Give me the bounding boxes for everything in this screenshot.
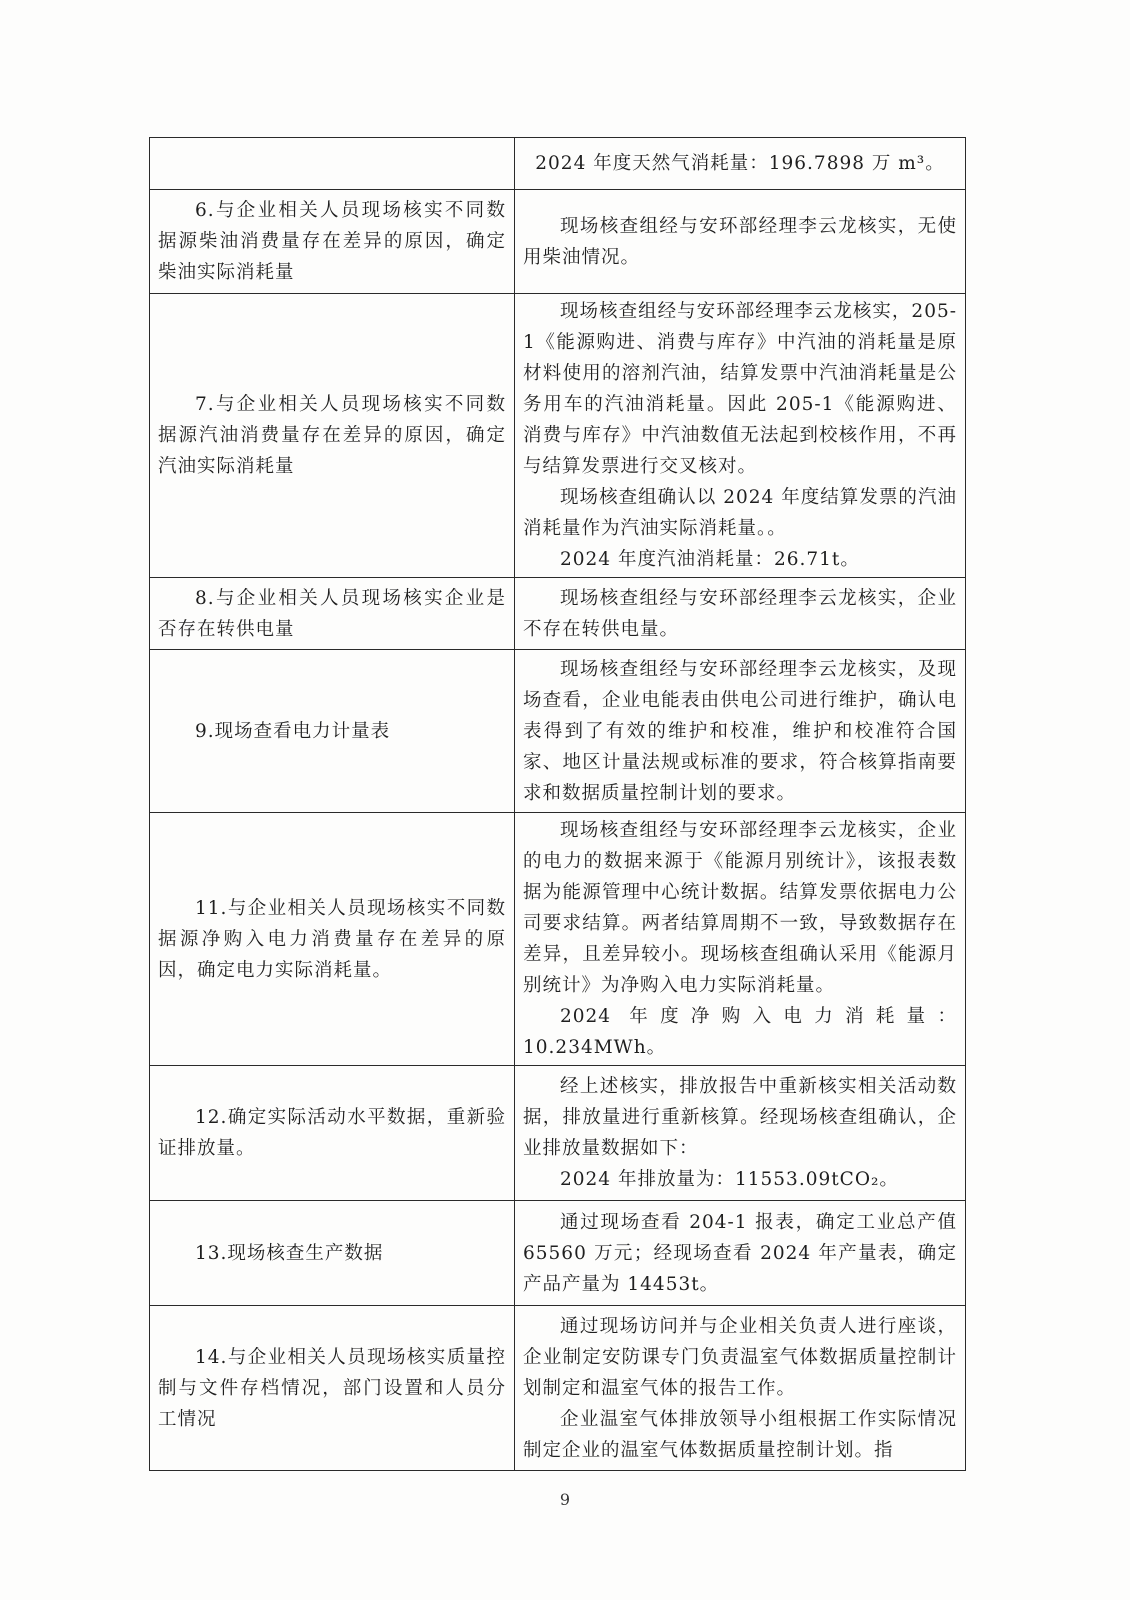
- check-item-cell: [150, 650, 515, 813]
- check-result-cell: [515, 578, 966, 650]
- check-result-text: 现场核查组经与安环部经理李云龙核实，及现场查看，企业电能表由供电公司进行维护，确认电表得到了有效的维护和校准，维护和校准符合国家、地区计量法规或标准的要求，符合核算指南要求和数据质量控制计划的要求。: [523, 658, 957, 804]
- check-result-text: 2024 年排放量为：11553.09tCO₂。: [560, 1169, 899, 1190]
- check-result-text: 现场核查组经与安环部经理李云龙核实，企业的电力的数据来源于《能源月别统计》，该报表数据为能源管理中心统计数据。结算发票依据电力公司要求结算。两者结算周期不一致，导致数据存在差异，且差异较小。现场核查组确认采用《能源月别统计》为净购入电力实际消耗量。: [523, 820, 957, 996]
- check-item-text: 12.确定实际活动水平数据，重新验证排放量。: [158, 1107, 506, 1159]
- check-result-cell: [515, 1306, 966, 1471]
- table-row: [150, 1306, 966, 1471]
- check-result-cell: [515, 138, 966, 190]
- check-result-cell: [515, 190, 966, 294]
- table-row: [150, 1201, 966, 1306]
- check-item-cell: [150, 1066, 515, 1201]
- check-item-text: 11.与企业相关人员现场核实不同数据源净购入电力消费量存在差异的原因，确定电力实际消耗量。: [158, 897, 506, 981]
- table-row: [150, 190, 966, 294]
- check-result-text: 现场核查组经与安环部经理李云龙核实，无使用柴油情况。: [523, 215, 957, 268]
- check-item-text: 7.与企业相关人员现场核实不同数据源汽油消费量存在差异的原因，确定汽油实际消耗量: [158, 394, 506, 477]
- check-item-text: 8.与企业相关人员现场核实企业是否存在转供电量: [158, 587, 506, 640]
- check-result-cell: [515, 1201, 966, 1306]
- check-result-text: 2024 年度天然气消耗量：196.7898 万 m³。: [535, 153, 945, 174]
- check-item-cell: [150, 138, 515, 190]
- table-row: [150, 138, 966, 190]
- table-row: [150, 650, 966, 813]
- check-result-text: 经上述核实，排放报告中重新核实相关活动数据，排放量进行重新核算。经现场核查组确认，企业排放量数据如下：: [523, 1076, 957, 1159]
- check-result-cell: [515, 650, 966, 813]
- check-result-text: 现场核查组确认以 2024 年度结算发票的汽油消耗量作为汽油实际消耗量。。: [523, 487, 957, 539]
- check-result-text: 通过现场查看 204-1 报表，确定工业总产值 65560 万元；经现场查看 2024 年产量表，确定产品产量为 14453t。: [523, 1211, 957, 1295]
- verification-table: [149, 137, 966, 1471]
- check-result-cell: [515, 813, 966, 1066]
- check-item-cell: [150, 294, 515, 578]
- check-item-text: 6.与企业相关人员现场核实不同数据源柴油消费量存在差异的原因，确定柴油实际消耗量: [158, 200, 506, 283]
- check-result-text: 现场核查组经与安环部经理李云龙核实，企业不存在转供电量。: [523, 587, 957, 640]
- check-result-text: 2024 年度汽油消耗量：26.71t。: [560, 549, 860, 570]
- check-result-text: 企业温室气体排放领导小组根据工作实际情况制定企业的温室气体数据质量控制计划。指: [523, 1408, 957, 1461]
- page-number: 9: [559, 1490, 571, 1509]
- table-row: [150, 813, 966, 1066]
- check-result-cell: [515, 294, 966, 578]
- check-result-text: 通过现场访问并与企业相关负责人进行座谈，企业制定安防课专门负责温室气体数据质量控制计划制定和温室气体的报告工作。: [523, 1315, 957, 1399]
- check-item-text: 13.现场核查生产数据: [195, 1242, 384, 1264]
- check-result-text: 现场核查组经与安环部经理李云龙核实，205-1《能源购进、消费与库存》中汽油的消耗量是原材料使用的溶剂汽油，结算发票中汽油消耗量是公务用车的汽油消耗量。因此 205-1《能源购进、消费与库存》中汽油数值无法起到校核作用，不再与结算发票进行交叉核对。: [523, 301, 957, 477]
- check-item-cell: [150, 578, 515, 650]
- check-result-text: 2024 年度净购入电力消耗量：10.234MWh。: [523, 1006, 957, 1058]
- check-item-cell: [150, 190, 515, 294]
- check-item-text: 14.与企业相关人员现场核实质量控制与文件存档情况，部门设置和人员分工情况: [158, 1346, 506, 1430]
- check-result-cell: [515, 1066, 966, 1201]
- check-item-cell: [150, 1201, 515, 1306]
- table-row: [150, 294, 966, 578]
- check-item-text: 9.现场查看电力计量表: [195, 720, 391, 742]
- table-row: [150, 578, 966, 650]
- check-item-cell: [150, 1306, 515, 1471]
- table-row: [150, 1066, 966, 1201]
- check-item-cell: [150, 813, 515, 1066]
